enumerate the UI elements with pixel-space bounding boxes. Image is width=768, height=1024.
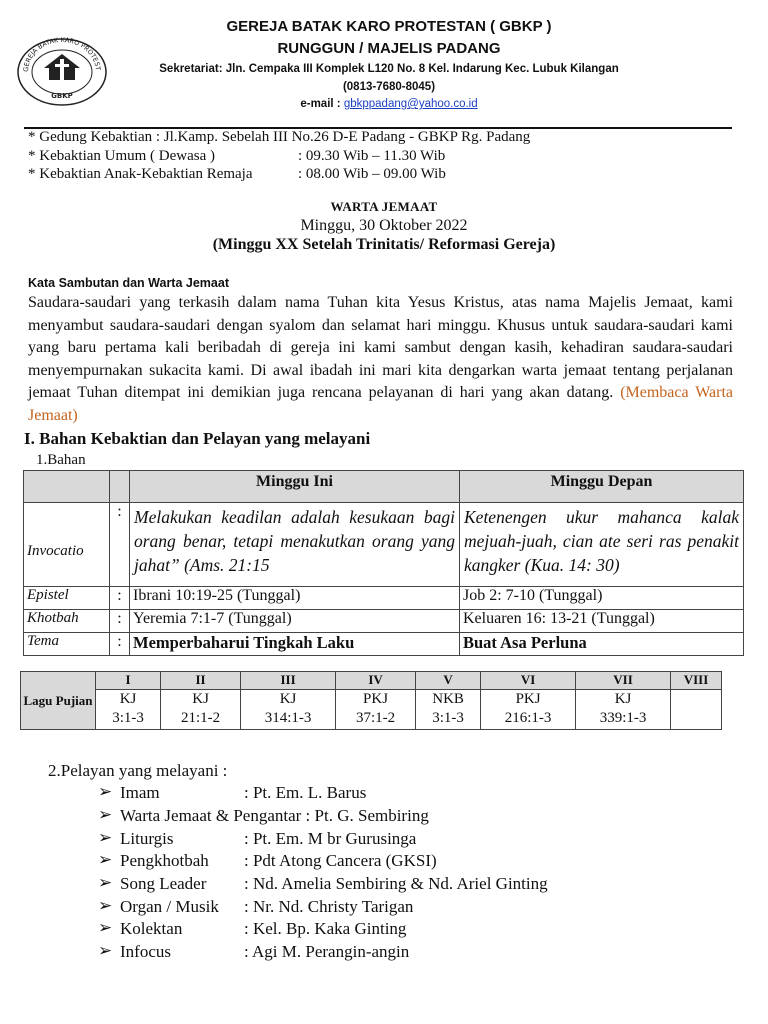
warta-date: Minggu, 30 Oktober 2022: [300, 217, 468, 234]
pelayan-role: Warta Jemaat & Pengantar : Pt. G. Sembiring: [120, 806, 429, 825]
lagu-header-row: [21, 672, 722, 690]
row-label: Invocatio: [24, 503, 110, 587]
lagu-cell: [481, 690, 576, 730]
cell-minggu-ini: Melakukan keadilan adalah kesukaan bagi orang benar, tetapi menakutkan orang yang jahat” (Ams. 21:15: [130, 503, 460, 587]
arrow-bullet-icon: ➢: [98, 828, 113, 847]
lagu-cell: [671, 690, 722, 730]
lagu-book: KJ: [614, 691, 632, 707]
arrow-bullet-icon: ➢: [98, 850, 113, 869]
table-row: [24, 503, 744, 587]
lagu-number: 339:1-3: [599, 710, 647, 726]
table-header-row: [24, 471, 744, 503]
pelayan-role: Organ / Musik: [120, 897, 219, 916]
arrow-bullet-icon: ➢: [98, 873, 113, 892]
warta-title: WARTA JEMAAT: [330, 199, 438, 214]
header-cell-empty: [24, 471, 110, 503]
lagu-col-header: IV: [336, 672, 416, 690]
row-label: Epistel: [24, 587, 110, 610]
lagu-col-header: II: [161, 672, 241, 690]
row-label: Khotbah: [24, 610, 110, 633]
pelayan-name: : Kel. Bp. Kaka Ginting: [244, 919, 407, 938]
secretariat-address: Sekretariat: Jln. Cempaka III Komplek L120 No. 8 Kel. Indarung Kec. Lubuk Kilangan: [159, 63, 619, 75]
cell-minggu-ini: Memperbaharui Tingkah Laku: [130, 633, 460, 656]
pelayan-role: Kolektan: [120, 919, 183, 938]
email-label: e-mail :: [300, 98, 344, 110]
pelayan-name: : Agi M. Perangin-angin: [244, 942, 410, 961]
lagu-book: PKJ: [515, 691, 541, 707]
pelayan-name: : Pt. Em. L. Barus: [244, 783, 367, 802]
lagu-values-row: [21, 690, 722, 730]
gbkp-logo: [16, 34, 108, 106]
sambutan-paragraph: [28, 292, 733, 427]
cell-minggu-depan: Ketenengen ukur mahanca kalak mejuah-juah, cian ate seri ras penakit kangker (Kua. 14: 30): [460, 503, 744, 587]
lagu-cell: [161, 690, 241, 730]
row-colon: :: [110, 503, 130, 587]
pelayan-role: Song Leader: [120, 874, 207, 893]
table-row: [24, 610, 744, 633]
cell-minggu-ini: Ibrani 10:19-25 (Tunggal): [130, 587, 460, 610]
pelayan-role: Imam: [120, 783, 160, 802]
lagu-col-header: VII: [576, 672, 671, 690]
pelayan-name: : Pt. Em. M br Gurusinga: [244, 829, 417, 848]
sambutan-note: (Membaca Warta Jemaat): [28, 384, 734, 424]
info-label: * Gedung Kebaktian : Jl.Kamp. Sebelah III No.26 D-E Padang - GBKP Rg. Padang: [28, 129, 531, 145]
info-label: * Kebaktian Umum ( Dewasa ): [28, 148, 216, 164]
arrow-bullet-icon: ➢: [98, 941, 113, 960]
lagu-book: KJ: [119, 691, 137, 707]
info-value: : 08.00 Wib – 09.00 Wib: [298, 166, 446, 182]
pelayan-name: : Nr. Nd. Christy Tarigan: [244, 897, 414, 916]
warta-sunday: (Minggu XX Setelah Trinitatis/ Reformasi Gereja): [212, 236, 556, 253]
branch-name: RUNGGUN / MAJELIS PADANG: [277, 40, 501, 57]
lagu-book: NKB: [432, 691, 464, 707]
pelayan-role: Infocus: [120, 942, 171, 961]
phone-number: (0813-7680-8045): [342, 81, 436, 93]
lagu-number: 314:1-3: [264, 710, 312, 726]
header-cell-empty: [110, 471, 130, 503]
lagu-cell: [336, 690, 416, 730]
lagu-pujian-table: [20, 671, 722, 730]
svg-text:GEREJA BATAK KARO PROTESTAN: GEREJA BATAK KARO PROTEST: [21, 35, 102, 73]
bahan-table: [23, 470, 744, 656]
lagu-cell: [96, 690, 161, 730]
email-line: [110, 98, 668, 110]
lagu-number: 21:1-2: [180, 710, 221, 726]
bahan-subtitle: 1.Bahan: [36, 452, 86, 468]
header-minggu-ini: Minggu Ini: [130, 471, 460, 503]
lagu-col-header: VI: [481, 672, 576, 690]
table-row: [24, 633, 744, 656]
section-title: I. Bahan Kebaktian dan Pelayan yang melayani: [24, 429, 371, 448]
lagu-col-header: III: [241, 672, 336, 690]
lagu-book: PKJ: [363, 691, 389, 707]
lagu-book: KJ: [279, 691, 297, 707]
cell-minggu-depan: Keluaren 16: 13-21 (Tunggal): [460, 610, 744, 633]
email-link[interactable]: gbkppadang@yahoo.co.id: [343, 98, 478, 110]
lagu-col-header: VIII: [671, 672, 722, 690]
lagu-col-header: I: [96, 672, 161, 690]
svg-text:GBKP: GBKP: [51, 92, 73, 100]
info-value: : 09.30 Wib – 11.30 Wib: [298, 148, 446, 164]
row-colon: :: [110, 633, 130, 656]
lagu-cell: [241, 690, 336, 730]
sambutan-text: Saudara-saudari yang terkasih dalam nama Tuhan kita Yesus Kristus, atas nama Majelis Jemaat, kami menyambut saudara-saudari dengan syalom dan selamat hari minggu. Khusus untuk saudara-saudari kami yang baru pertama kali beribadah di gereja ini kami sambut dengan kasih, kehadiran saudara-saudari menyempurnakan sukacita kami. Di awal ibadah ini mari kita dengarkan warta jemaat tentang perjalanan jemaat Tuhan ditempat ini demikian juga rencana pelayanan di hari yang akan datang.: [28, 294, 733, 401]
arrow-bullet-icon: ➢: [98, 782, 113, 801]
lagu-label: Lagu Pujian: [21, 672, 96, 730]
table-row: [24, 587, 744, 610]
lagu-number: 3:1-3: [112, 710, 144, 726]
arrow-bullet-icon: ➢: [98, 805, 113, 824]
pelayan-role: Liturgis: [120, 829, 174, 848]
cell-minggu-depan: Buat Asa Perluna: [460, 633, 744, 656]
org-name: GEREJA BATAK KARO PROTESTAN ( GBKP ): [226, 18, 552, 35]
pelayan-name: : Pdt Atong Cancera (GKSI): [244, 851, 437, 870]
cell-minggu-ini: Yeremia 7:1-7 (Tunggal): [130, 610, 460, 633]
row-colon: :: [110, 610, 130, 633]
pelayan-title: 2.Pelayan yang melayani :: [48, 761, 228, 780]
row-colon: :: [110, 587, 130, 610]
lagu-number: 216:1-3: [504, 710, 552, 726]
row-label: Tema: [24, 633, 110, 656]
pelayan-role: Pengkhotbah: [120, 851, 209, 870]
cell-minggu-depan: Job 2: 7-10 (Tunggal): [460, 587, 744, 610]
arrow-bullet-icon: ➢: [98, 896, 113, 915]
lagu-number: 37:1-2: [355, 710, 396, 726]
pelayan-name: : Nd. Amelia Sembiring & Nd. Ariel Ginting: [244, 874, 548, 893]
header-minggu-depan: Minggu Depan: [460, 471, 744, 503]
lagu-col-header: V: [416, 672, 481, 690]
lagu-book: KJ: [192, 691, 209, 707]
lagu-cell: [576, 690, 671, 730]
arrow-bullet-icon: ➢: [98, 918, 113, 937]
info-label: * Kebaktian Anak-Kebaktian Remaja: [28, 166, 253, 182]
sambutan-title: Kata Sambutan dan Warta Jemaat: [28, 276, 229, 290]
lagu-cell: [416, 690, 481, 730]
lagu-number: 3:1-3: [432, 710, 464, 726]
